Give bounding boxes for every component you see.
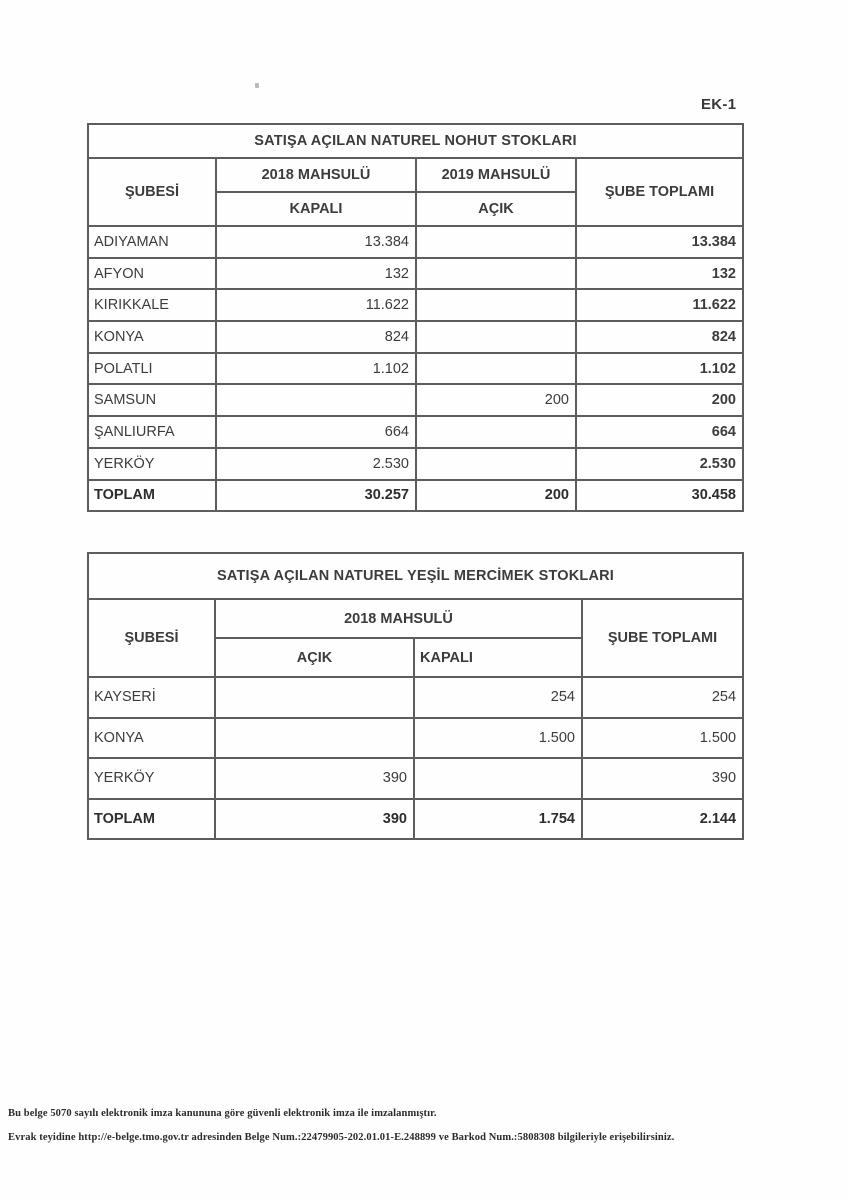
subheader-kapali: KAPALI [216,192,416,226]
table-row [88,226,743,258]
col-header-branch: ŞUBESİ [88,599,215,677]
value-2019 [416,416,576,448]
branch-total: 1.500 [582,718,743,759]
value-2018: 11.622 [216,289,416,321]
verification-statement: Evrak teyidine http://e-belge.tmo.gov.tr adresinden Belge Num.:22479905-202.01.01-E.248899 ve Barkod Num.:5808308 bilgileriyle erişebilirsiniz. [8,1132,675,1143]
table-title-row [88,553,743,599]
value-acik [215,677,414,718]
table-header-row [88,158,743,192]
table-row [88,416,743,448]
col-header-branch-total: ŞUBE TOPLAMI [582,599,743,677]
table1-title: SATIŞA AÇILAN NATUREL NOHUT STOKLARI [88,124,743,158]
value-2018: 2.530 [216,448,416,480]
table-total-row [88,480,743,512]
value-kapali: 1.500 [414,718,582,759]
table-row [88,677,743,718]
branch-name: KONYA [88,718,215,759]
total-2018: 30.257 [216,480,416,512]
value-2018: 824 [216,321,416,353]
table-row [88,448,743,480]
value-2019 [416,353,576,385]
branch-name: KAYSERİ [88,677,215,718]
subheader-kapali: KAPALI [414,638,582,677]
branch-name: ADIYAMAN [88,226,216,258]
value-acik [215,718,414,759]
scan-artifact-speck [255,83,259,88]
value-2018: 13.384 [216,226,416,258]
table2-title: SATIŞA AÇILAN NATUREL YEŞİL MERCİMEK STOKLARI [88,553,743,599]
branch-name: POLATLI [88,353,216,385]
branch-total: 664 [576,416,743,448]
value-2018: 664 [216,416,416,448]
subheader-acik: AÇIK [416,192,576,226]
table-row [88,321,743,353]
table-total-row [88,799,743,840]
table-row [88,758,743,799]
e-signature-footer [8,1108,840,1156]
total-label: TOPLAM [88,480,216,512]
total-label: TOPLAM [88,799,215,840]
annex-label: EK-1 [701,96,737,113]
branch-total: 1.102 [576,353,743,385]
table-row [88,353,743,385]
value-kapali: 254 [414,677,582,718]
col-header-branch: ŞUBESİ [88,158,216,226]
branch-name: YERKÖY [88,758,215,799]
total-kapali: 1.754 [414,799,582,840]
table-row [88,258,743,290]
branch-total: 200 [576,384,743,416]
grand-total: 2.144 [582,799,743,840]
branch-name: SAMSUN [88,384,216,416]
value-2019: 200 [416,384,576,416]
branch-name: ŞANLIURFA [88,416,216,448]
value-2019 [416,289,576,321]
value-2018: 1.102 [216,353,416,385]
branch-total: 132 [576,258,743,290]
grand-total: 30.458 [576,480,743,512]
branch-total: 824 [576,321,743,353]
branch-total: 2.530 [576,448,743,480]
branch-total: 390 [582,758,743,799]
signature-statement: Bu belge 5070 sayılı elektronik imza kanununa göre güvenli elektronik imza ile imzalanmıştır. [8,1108,437,1119]
col-header-2018-mahsulu: 2018 MAHSULÜ [216,158,416,192]
subheader-acik: AÇIK [215,638,414,677]
branch-name: AFYON [88,258,216,290]
table-title-row [88,124,743,158]
col-header-branch-total: ŞUBE TOPLAMI [576,158,743,226]
value-2018 [216,384,416,416]
branch-total: 254 [582,677,743,718]
table-row [88,289,743,321]
table-header-row [88,599,743,638]
col-header-2019-mahsulu: 2019 MAHSULÜ [416,158,576,192]
branch-total: 13.384 [576,226,743,258]
value-kapali [414,758,582,799]
branch-name: YERKÖY [88,448,216,480]
value-2019 [416,258,576,290]
value-acik: 390 [215,758,414,799]
value-2019 [416,448,576,480]
value-2019 [416,321,576,353]
col-header-2018-mahsulu: 2018 MAHSULÜ [215,599,582,638]
value-2019 [416,226,576,258]
total-acik: 390 [215,799,414,840]
value-2018: 132 [216,258,416,290]
total-2019: 200 [416,480,576,512]
table-row [88,718,743,759]
branch-name: KONYA [88,321,216,353]
mercimek-stock-table [87,552,744,840]
table-row [88,384,743,416]
branch-name: KIRIKKALE [88,289,216,321]
branch-total: 11.622 [576,289,743,321]
nohut-stock-table [87,123,744,512]
